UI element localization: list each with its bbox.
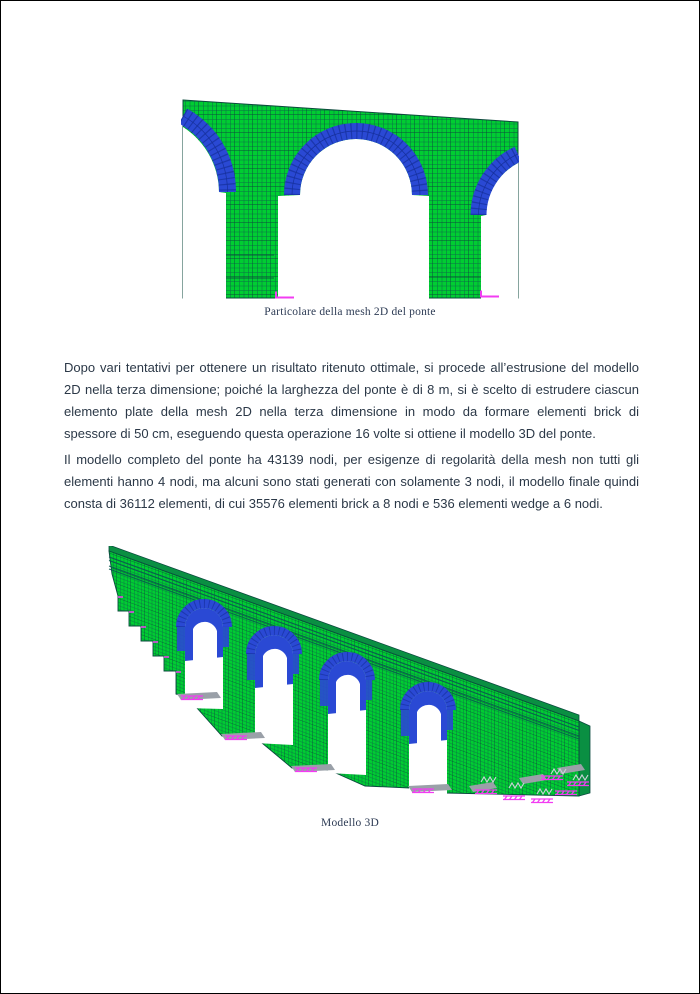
figure-2d-mesh <box>181 97 519 306</box>
paragraph-model-stats: Il modello completo del ponte ha 43139 nodi, per esigenze di regolarità della mesh non tutti gli elementi hanno 4 nodi, ma alcuni sono stati generati con solamente 3 nodi, il modello finale quindi consta di 36112 elementi, di cui 35576 elementi brick a 8 nodi e 536 elementi wedge a 6 nodi. <box>64 452 639 511</box>
figure-2d-caption: Particolare della mesh 2D del ponte <box>264 306 436 318</box>
figure-3d-caption: Modello 3D <box>321 817 379 829</box>
figure-3d-model <box>89 546 599 814</box>
paragraph-extrusion: Dopo vari tentativi per ottenere un risultato ritenuto ottimale, si procede all’estrusione del modello 2D nella terza dimensione; poiché la larghezza del ponte è di 8 m, si è scelto di estrudere ciascun elemento plate della mesh 2D nella terza dimensione in modo da formare elementi brick di spessore di 50 cm, eseguendo questa operazione 16 volte si ottiene il modello 3D del ponte. <box>64 360 639 441</box>
